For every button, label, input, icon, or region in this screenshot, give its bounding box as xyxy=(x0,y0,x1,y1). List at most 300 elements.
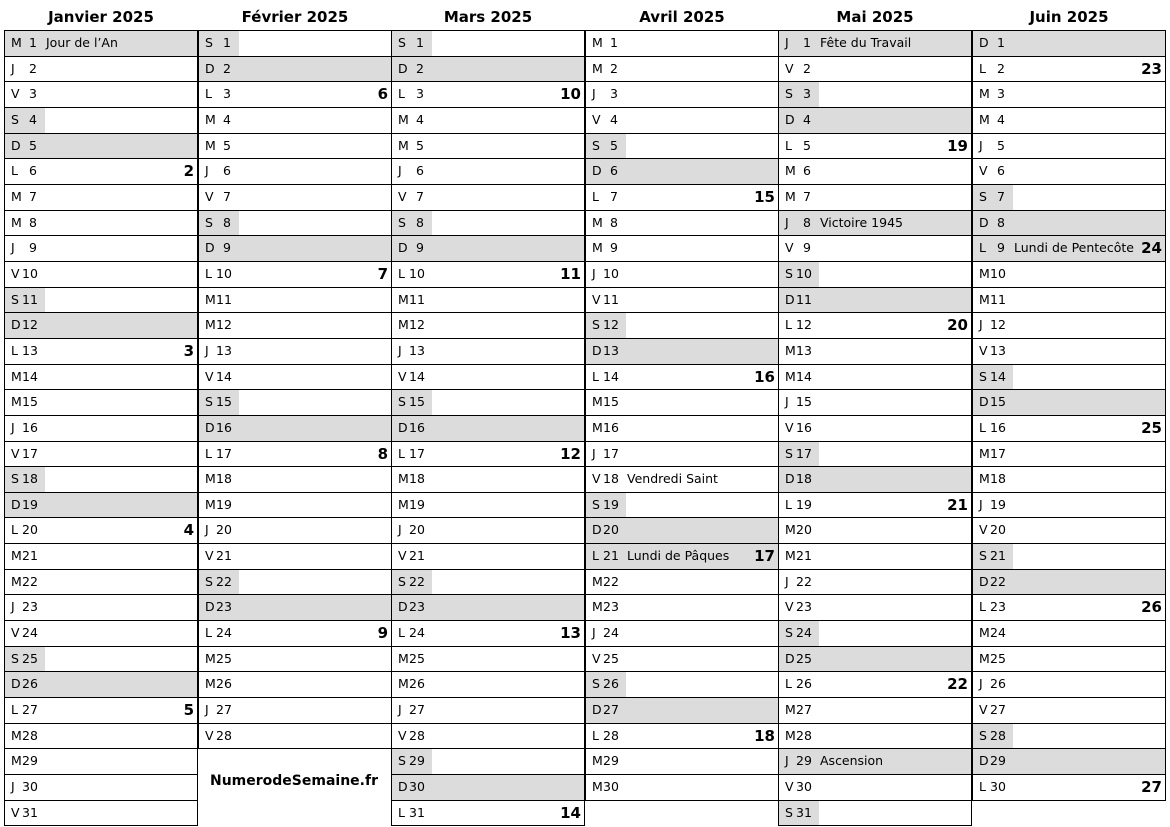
day-number: 14 xyxy=(603,368,619,384)
weekday-letter: V xyxy=(11,86,20,102)
weekday-letter: M xyxy=(592,214,603,230)
weekday-letter: D xyxy=(11,676,21,692)
day-number: 19 xyxy=(22,496,38,512)
day-row xyxy=(4,698,198,724)
day-number: 17 xyxy=(990,445,1006,461)
weekday-letter: L xyxy=(11,702,18,718)
day-number: 12 xyxy=(603,317,619,333)
day-row xyxy=(198,698,392,724)
day-number: 19 xyxy=(409,496,425,512)
day-number: 18 xyxy=(409,471,425,487)
day-row xyxy=(972,390,1166,416)
weekday-letter: M xyxy=(592,394,603,410)
day-row xyxy=(391,801,585,827)
day-row xyxy=(4,672,198,698)
day-row xyxy=(778,698,972,724)
weekday-letter: L xyxy=(785,317,792,333)
day-row xyxy=(972,724,1166,750)
day-number: 27 xyxy=(216,702,232,718)
weekday-letter: S xyxy=(592,496,600,512)
day-number: 8 xyxy=(416,214,424,230)
weekday-letter: L xyxy=(979,599,986,615)
day-number: 25 xyxy=(603,650,619,666)
weekday-letter: J xyxy=(592,445,596,461)
day-row xyxy=(391,672,585,698)
day-row xyxy=(585,775,779,801)
day-row xyxy=(198,672,392,698)
day-row xyxy=(585,672,779,698)
day-row xyxy=(4,595,198,621)
weekday-letter: J xyxy=(592,265,596,281)
month-column xyxy=(972,0,1166,801)
week-number: 10 xyxy=(560,85,581,104)
weekday-letter: M xyxy=(11,548,22,564)
weekday-letter: M xyxy=(979,86,990,102)
day-number: 22 xyxy=(216,573,232,589)
day-row xyxy=(585,570,779,596)
weekday-letter: J xyxy=(398,342,402,358)
day-number: 26 xyxy=(796,676,812,692)
day-number: 11 xyxy=(603,291,619,307)
day-row xyxy=(585,595,779,621)
day-number: 28 xyxy=(216,727,232,743)
weekday-letter: V xyxy=(11,804,20,820)
day-number: 26 xyxy=(603,676,619,692)
day-number: 16 xyxy=(216,419,232,435)
weekday-letter: L xyxy=(398,625,405,641)
weekday-letter: S xyxy=(785,804,793,820)
day-row xyxy=(778,442,972,468)
day-number: 22 xyxy=(796,573,812,589)
day-number: 15 xyxy=(22,394,38,410)
day-row xyxy=(972,57,1166,83)
day-number: 24 xyxy=(990,625,1006,641)
day-row xyxy=(585,134,779,160)
day-row xyxy=(778,775,972,801)
day-row xyxy=(585,236,779,262)
weekday-letter: J xyxy=(11,779,15,795)
day-number: 21 xyxy=(216,548,232,564)
day-row xyxy=(972,211,1166,237)
day-row xyxy=(198,544,392,570)
day-number: 26 xyxy=(409,676,425,692)
day-row xyxy=(972,31,1166,57)
day-number: 4 xyxy=(416,111,424,127)
weekday-letter: L xyxy=(11,522,18,538)
weekday-letter: S xyxy=(785,86,793,102)
day-number: 1 xyxy=(997,35,1005,50)
day-row xyxy=(585,262,779,288)
weekday-letter: M xyxy=(592,779,603,795)
day-number: 21 xyxy=(22,548,38,564)
day-row xyxy=(391,313,585,339)
day-row xyxy=(972,108,1166,134)
weekday-letter: V xyxy=(592,291,601,307)
day-row xyxy=(778,57,972,83)
weekday-letter: V xyxy=(398,368,407,384)
day-row xyxy=(778,724,972,750)
day-row xyxy=(585,698,779,724)
weekday-letter: L xyxy=(785,496,792,512)
weekday-letter: V xyxy=(979,702,988,718)
weekday-letter: S xyxy=(979,188,987,204)
day-row xyxy=(391,390,585,416)
day-row xyxy=(391,236,585,262)
day-row xyxy=(4,185,198,211)
day-row xyxy=(198,442,392,468)
weekday-letter: M xyxy=(398,676,409,692)
weekday-letter: J xyxy=(979,496,983,512)
day-number: 23 xyxy=(216,599,232,615)
day-row xyxy=(972,262,1166,288)
weekday-letter: J xyxy=(592,86,596,102)
day-number: 19 xyxy=(603,496,619,512)
weekday-letter: L xyxy=(979,779,986,795)
day-number: 15 xyxy=(796,394,812,410)
day-row xyxy=(198,416,392,442)
day-row xyxy=(391,262,585,288)
day-number: 20 xyxy=(216,522,232,538)
weekday-letter: M xyxy=(11,573,22,589)
day-number: 9 xyxy=(610,240,618,256)
day-number: 15 xyxy=(990,394,1006,410)
weekday-letter: L xyxy=(205,445,212,461)
day-row xyxy=(972,185,1166,211)
weekday-letter: S xyxy=(785,265,793,281)
day-row xyxy=(972,672,1166,698)
day-number: 6 xyxy=(610,163,618,179)
day-row xyxy=(778,621,972,647)
weekday-letter: S xyxy=(398,753,406,769)
day-number: 17 xyxy=(409,445,425,461)
weekday-letter: D xyxy=(979,394,989,410)
weekday-letter: S xyxy=(205,394,213,410)
day-number: 22 xyxy=(22,573,38,589)
day-number: 16 xyxy=(796,419,812,435)
weekday-letter: J xyxy=(785,214,789,230)
weekday-letter: L xyxy=(592,188,599,204)
week-number: 20 xyxy=(947,316,968,335)
weekday-letter: D xyxy=(979,35,989,50)
day-row xyxy=(778,544,972,570)
day-row xyxy=(198,211,392,237)
day-row xyxy=(391,595,585,621)
day-row xyxy=(972,518,1166,544)
weekday-letter: D xyxy=(11,317,21,333)
weekday-letter: M xyxy=(11,368,22,384)
day-number: 8 xyxy=(610,214,618,230)
week-number: 19 xyxy=(947,136,968,155)
weekday-letter: M xyxy=(398,111,409,127)
day-list xyxy=(585,30,779,801)
day-row xyxy=(4,749,198,775)
day-row xyxy=(778,570,972,596)
day-row xyxy=(778,31,972,57)
day-list xyxy=(198,30,392,749)
weekday-letter: M xyxy=(785,522,796,538)
day-number: 1 xyxy=(29,35,37,50)
day-number: 22 xyxy=(990,573,1006,589)
day-row xyxy=(198,467,392,493)
day-number: 30 xyxy=(603,779,619,795)
day-number: 3 xyxy=(803,86,811,102)
day-number: 13 xyxy=(796,342,812,358)
day-number: 10 xyxy=(603,265,619,281)
day-number: 2 xyxy=(997,60,1005,76)
day-row xyxy=(972,134,1166,160)
day-row xyxy=(391,211,585,237)
month-column xyxy=(585,0,779,801)
day-number: 1 xyxy=(223,35,231,50)
day-row xyxy=(391,82,585,108)
day-row xyxy=(4,211,198,237)
day-number: 23 xyxy=(409,599,425,615)
weekday-letter: S xyxy=(398,35,406,50)
day-number: 6 xyxy=(997,163,1005,179)
weekday-letter: M xyxy=(785,368,796,384)
day-number: 18 xyxy=(603,471,619,487)
weekday-letter: M xyxy=(785,727,796,743)
weekday-letter: V xyxy=(205,727,214,743)
day-number: 22 xyxy=(603,573,619,589)
day-row xyxy=(585,724,779,750)
weekday-letter: M xyxy=(398,496,409,512)
day-number: 27 xyxy=(409,702,425,718)
day-row xyxy=(391,518,585,544)
weekday-letter: M xyxy=(785,188,796,204)
day-row xyxy=(972,621,1166,647)
day-row xyxy=(198,185,392,211)
day-row xyxy=(972,159,1166,185)
day-row xyxy=(198,262,392,288)
weekday-letter: D xyxy=(592,342,602,358)
day-number: 5 xyxy=(610,137,618,153)
day-number: 31 xyxy=(409,804,425,820)
day-number: 20 xyxy=(22,522,38,538)
weekday-letter: M xyxy=(979,445,990,461)
day-list xyxy=(972,30,1166,801)
weekday-letter: V xyxy=(785,599,794,615)
day-number: 11 xyxy=(990,291,1006,307)
day-number: 2 xyxy=(610,60,618,76)
day-number: 4 xyxy=(223,111,231,127)
day-row xyxy=(972,313,1166,339)
day-row xyxy=(4,236,198,262)
day-number: 7 xyxy=(29,188,37,204)
day-number: 31 xyxy=(22,804,38,820)
weekday-letter: S xyxy=(979,727,987,743)
weekday-letter: V xyxy=(785,779,794,795)
weekday-letter: S xyxy=(785,445,793,461)
week-number: 7 xyxy=(377,264,388,283)
day-row xyxy=(391,775,585,801)
day-number: 25 xyxy=(216,650,232,666)
weekday-letter: D xyxy=(979,753,989,769)
day-row xyxy=(198,57,392,83)
weekday-letter: M xyxy=(398,317,409,333)
week-number: 3 xyxy=(183,341,194,360)
weekday-letter: V xyxy=(979,342,988,358)
day-number: 19 xyxy=(796,496,812,512)
day-row xyxy=(391,288,585,314)
weekday-letter: L xyxy=(592,727,599,743)
day-row xyxy=(972,467,1166,493)
weekday-letter: V xyxy=(785,60,794,76)
weekday-letter: M xyxy=(979,471,990,487)
day-row xyxy=(585,518,779,544)
weekday-letter: L xyxy=(398,445,405,461)
day-number: 22 xyxy=(409,573,425,589)
day-number: 30 xyxy=(409,779,425,795)
day-number: 13 xyxy=(409,342,425,358)
week-number: 21 xyxy=(947,495,968,514)
day-row xyxy=(391,570,585,596)
day-row xyxy=(585,621,779,647)
week-number: 17 xyxy=(754,547,775,566)
day-row xyxy=(198,313,392,339)
day-number: 26 xyxy=(22,676,38,692)
day-number: 29 xyxy=(990,753,1006,769)
day-row xyxy=(778,467,972,493)
day-row xyxy=(972,749,1166,775)
day-row xyxy=(778,801,972,827)
weekday-letter: L xyxy=(979,60,986,76)
weekday-letter: L xyxy=(979,240,986,256)
day-number: 1 xyxy=(610,35,618,50)
day-row xyxy=(198,493,392,519)
weekday-letter: S xyxy=(11,471,19,487)
day-number: 24 xyxy=(409,625,425,641)
day-number: 28 xyxy=(990,727,1006,743)
week-number: 13 xyxy=(560,624,581,643)
day-row xyxy=(4,108,198,134)
week-number: 11 xyxy=(560,264,581,283)
day-number: 29 xyxy=(603,753,619,769)
day-number: 28 xyxy=(603,727,619,743)
weekday-letter: M xyxy=(11,394,22,410)
weekday-letter: J xyxy=(979,137,983,153)
weekday-letter: L xyxy=(398,265,405,281)
weekday-letter: M xyxy=(979,625,990,641)
weekday-letter: L xyxy=(205,86,212,102)
weekday-letter: D xyxy=(398,60,408,76)
weekday-letter: M xyxy=(205,650,216,666)
day-row xyxy=(778,159,972,185)
day-number: 3 xyxy=(29,86,37,102)
weekday-letter: S xyxy=(592,676,600,692)
day-number: 10 xyxy=(990,265,1006,281)
day-row xyxy=(585,467,779,493)
weekday-letter: L xyxy=(785,676,792,692)
day-row xyxy=(391,57,585,83)
weekday-letter: L xyxy=(398,804,405,820)
day-row xyxy=(972,416,1166,442)
weekday-letter: M xyxy=(205,291,216,307)
day-number: 26 xyxy=(216,676,232,692)
day-row xyxy=(585,31,779,57)
day-row xyxy=(778,108,972,134)
day-row xyxy=(198,339,392,365)
weekday-letter: J xyxy=(205,163,209,179)
holiday-label: Vendredi Saint xyxy=(627,471,718,487)
day-number: 12 xyxy=(216,317,232,333)
weekday-letter: V xyxy=(11,625,20,641)
day-row xyxy=(585,288,779,314)
day-row xyxy=(198,159,392,185)
day-row xyxy=(4,647,198,673)
day-number: 17 xyxy=(796,445,812,461)
day-row xyxy=(391,108,585,134)
weekday-letter: L xyxy=(979,419,986,435)
day-number: 20 xyxy=(796,522,812,538)
day-number: 11 xyxy=(796,291,812,307)
day-number: 12 xyxy=(22,317,38,333)
day-list xyxy=(4,30,198,826)
weekday-letter: D xyxy=(205,599,215,615)
day-number: 13 xyxy=(603,342,619,358)
month-title: Janvier 2025 xyxy=(48,8,154,26)
day-number: 23 xyxy=(22,599,38,615)
day-row xyxy=(778,518,972,544)
day-number: 7 xyxy=(803,188,811,204)
weekday-letter: M xyxy=(979,650,990,666)
weekday-letter: V xyxy=(398,727,407,743)
day-row xyxy=(778,211,972,237)
day-number: 13 xyxy=(990,342,1006,358)
day-number: 8 xyxy=(223,214,231,230)
weekday-letter: M xyxy=(205,496,216,512)
day-number: 4 xyxy=(610,111,618,127)
weekday-letter: V xyxy=(205,188,214,204)
day-row xyxy=(585,749,779,775)
weekday-letter: D xyxy=(398,240,408,256)
day-row xyxy=(4,390,198,416)
weekday-letter: J xyxy=(979,676,983,692)
weekday-letter: M xyxy=(398,471,409,487)
week-number: 26 xyxy=(1141,598,1162,617)
weekday-letter: V xyxy=(979,163,988,179)
day-row xyxy=(391,493,585,519)
day-row xyxy=(778,390,972,416)
weekday-letter: M xyxy=(592,60,603,76)
weekday-letter: L xyxy=(592,368,599,384)
weekday-letter: M xyxy=(979,111,990,127)
day-number: 4 xyxy=(803,111,811,127)
day-row xyxy=(4,544,198,570)
day-number: 24 xyxy=(603,625,619,641)
weekday-letter: J xyxy=(11,419,15,435)
day-number: 2 xyxy=(416,60,424,76)
weekday-letter: D xyxy=(979,214,989,230)
week-number: 2 xyxy=(183,162,194,181)
week-number: 8 xyxy=(377,444,388,463)
month-title: Mars 2025 xyxy=(443,8,533,26)
month-column xyxy=(778,0,972,826)
weekday-letter: M xyxy=(785,342,796,358)
day-row xyxy=(972,493,1166,519)
weekday-letter: J xyxy=(785,394,789,410)
weekday-letter: J xyxy=(205,342,209,358)
day-number: 6 xyxy=(29,163,37,179)
month-title: Mai 2025 xyxy=(836,8,914,26)
day-number: 21 xyxy=(603,548,619,564)
day-row xyxy=(391,698,585,724)
day-number: 30 xyxy=(990,779,1006,795)
holiday-label: Lundi de Pentecôte xyxy=(1014,240,1134,256)
weekday-letter: J xyxy=(979,317,983,333)
day-number: 18 xyxy=(796,471,812,487)
month-column xyxy=(391,0,585,826)
